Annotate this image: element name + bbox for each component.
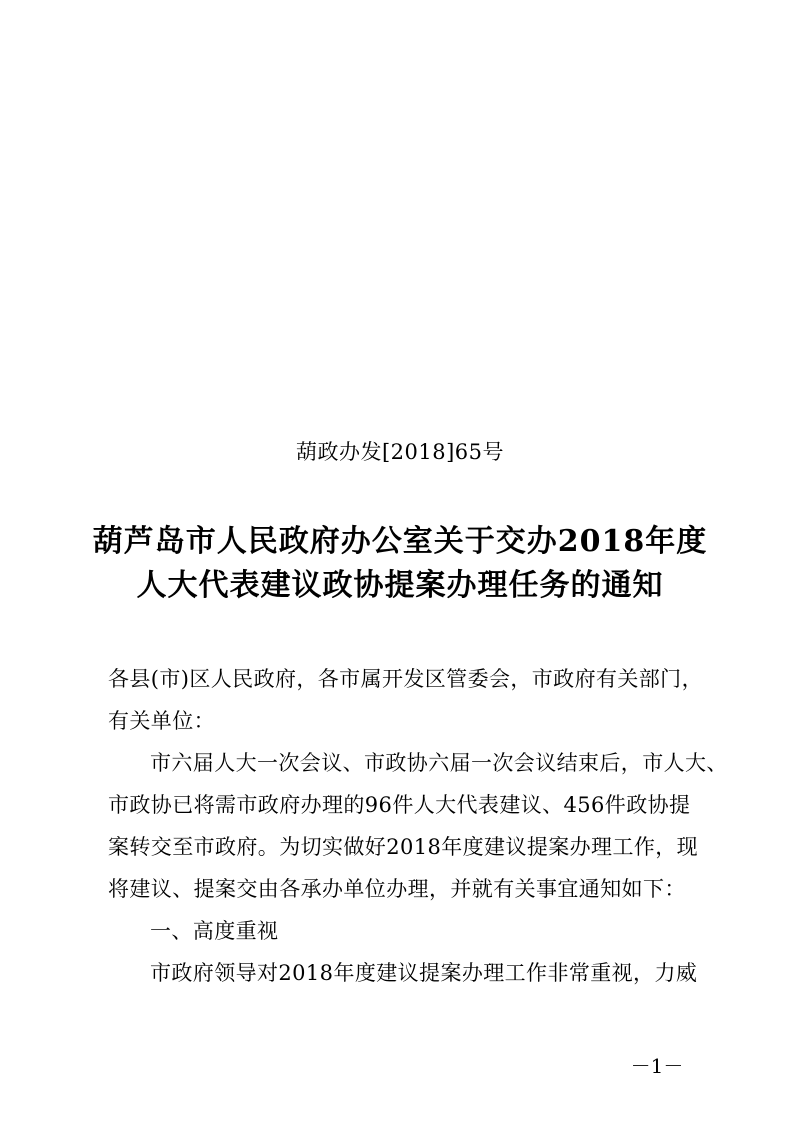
body-line-4: 将建议、提案交由各承办单位办理，并就有关事宜通知如下： bbox=[108, 877, 686, 901]
section-body-line: 市政府领导对2018年度建议提案办理工作非常重视，力威 bbox=[150, 961, 698, 985]
section-heading: 一、高度重视 bbox=[150, 919, 279, 943]
document-number: 葫政办发[2018]65号 bbox=[295, 440, 505, 464]
document-title-line-2: 人大代表建议政协提案办理任务的通知 bbox=[136, 568, 664, 603]
body-line-1: 市六届人大一次会议、市政协六届一次会议结束后，市人大、 bbox=[150, 751, 728, 775]
body-line-2: 市政协已将需市政府办理的96件人大代表建议、456件政协提 bbox=[108, 793, 691, 817]
recipients-line-1: 各县(市)区人民政府，各市属开发区管委会，市政府有关部门， bbox=[108, 667, 703, 691]
recipients-line-2: 有关单位： bbox=[108, 709, 215, 733]
document-title-line-1: 葫芦岛市人民政府办公室关于交办2018年度 bbox=[92, 524, 708, 559]
page-number: －1－ bbox=[630, 1054, 684, 1078]
body-line-3: 案转交至市政府。为切实做好2018年度建议提案办理工作，现 bbox=[108, 835, 699, 859]
